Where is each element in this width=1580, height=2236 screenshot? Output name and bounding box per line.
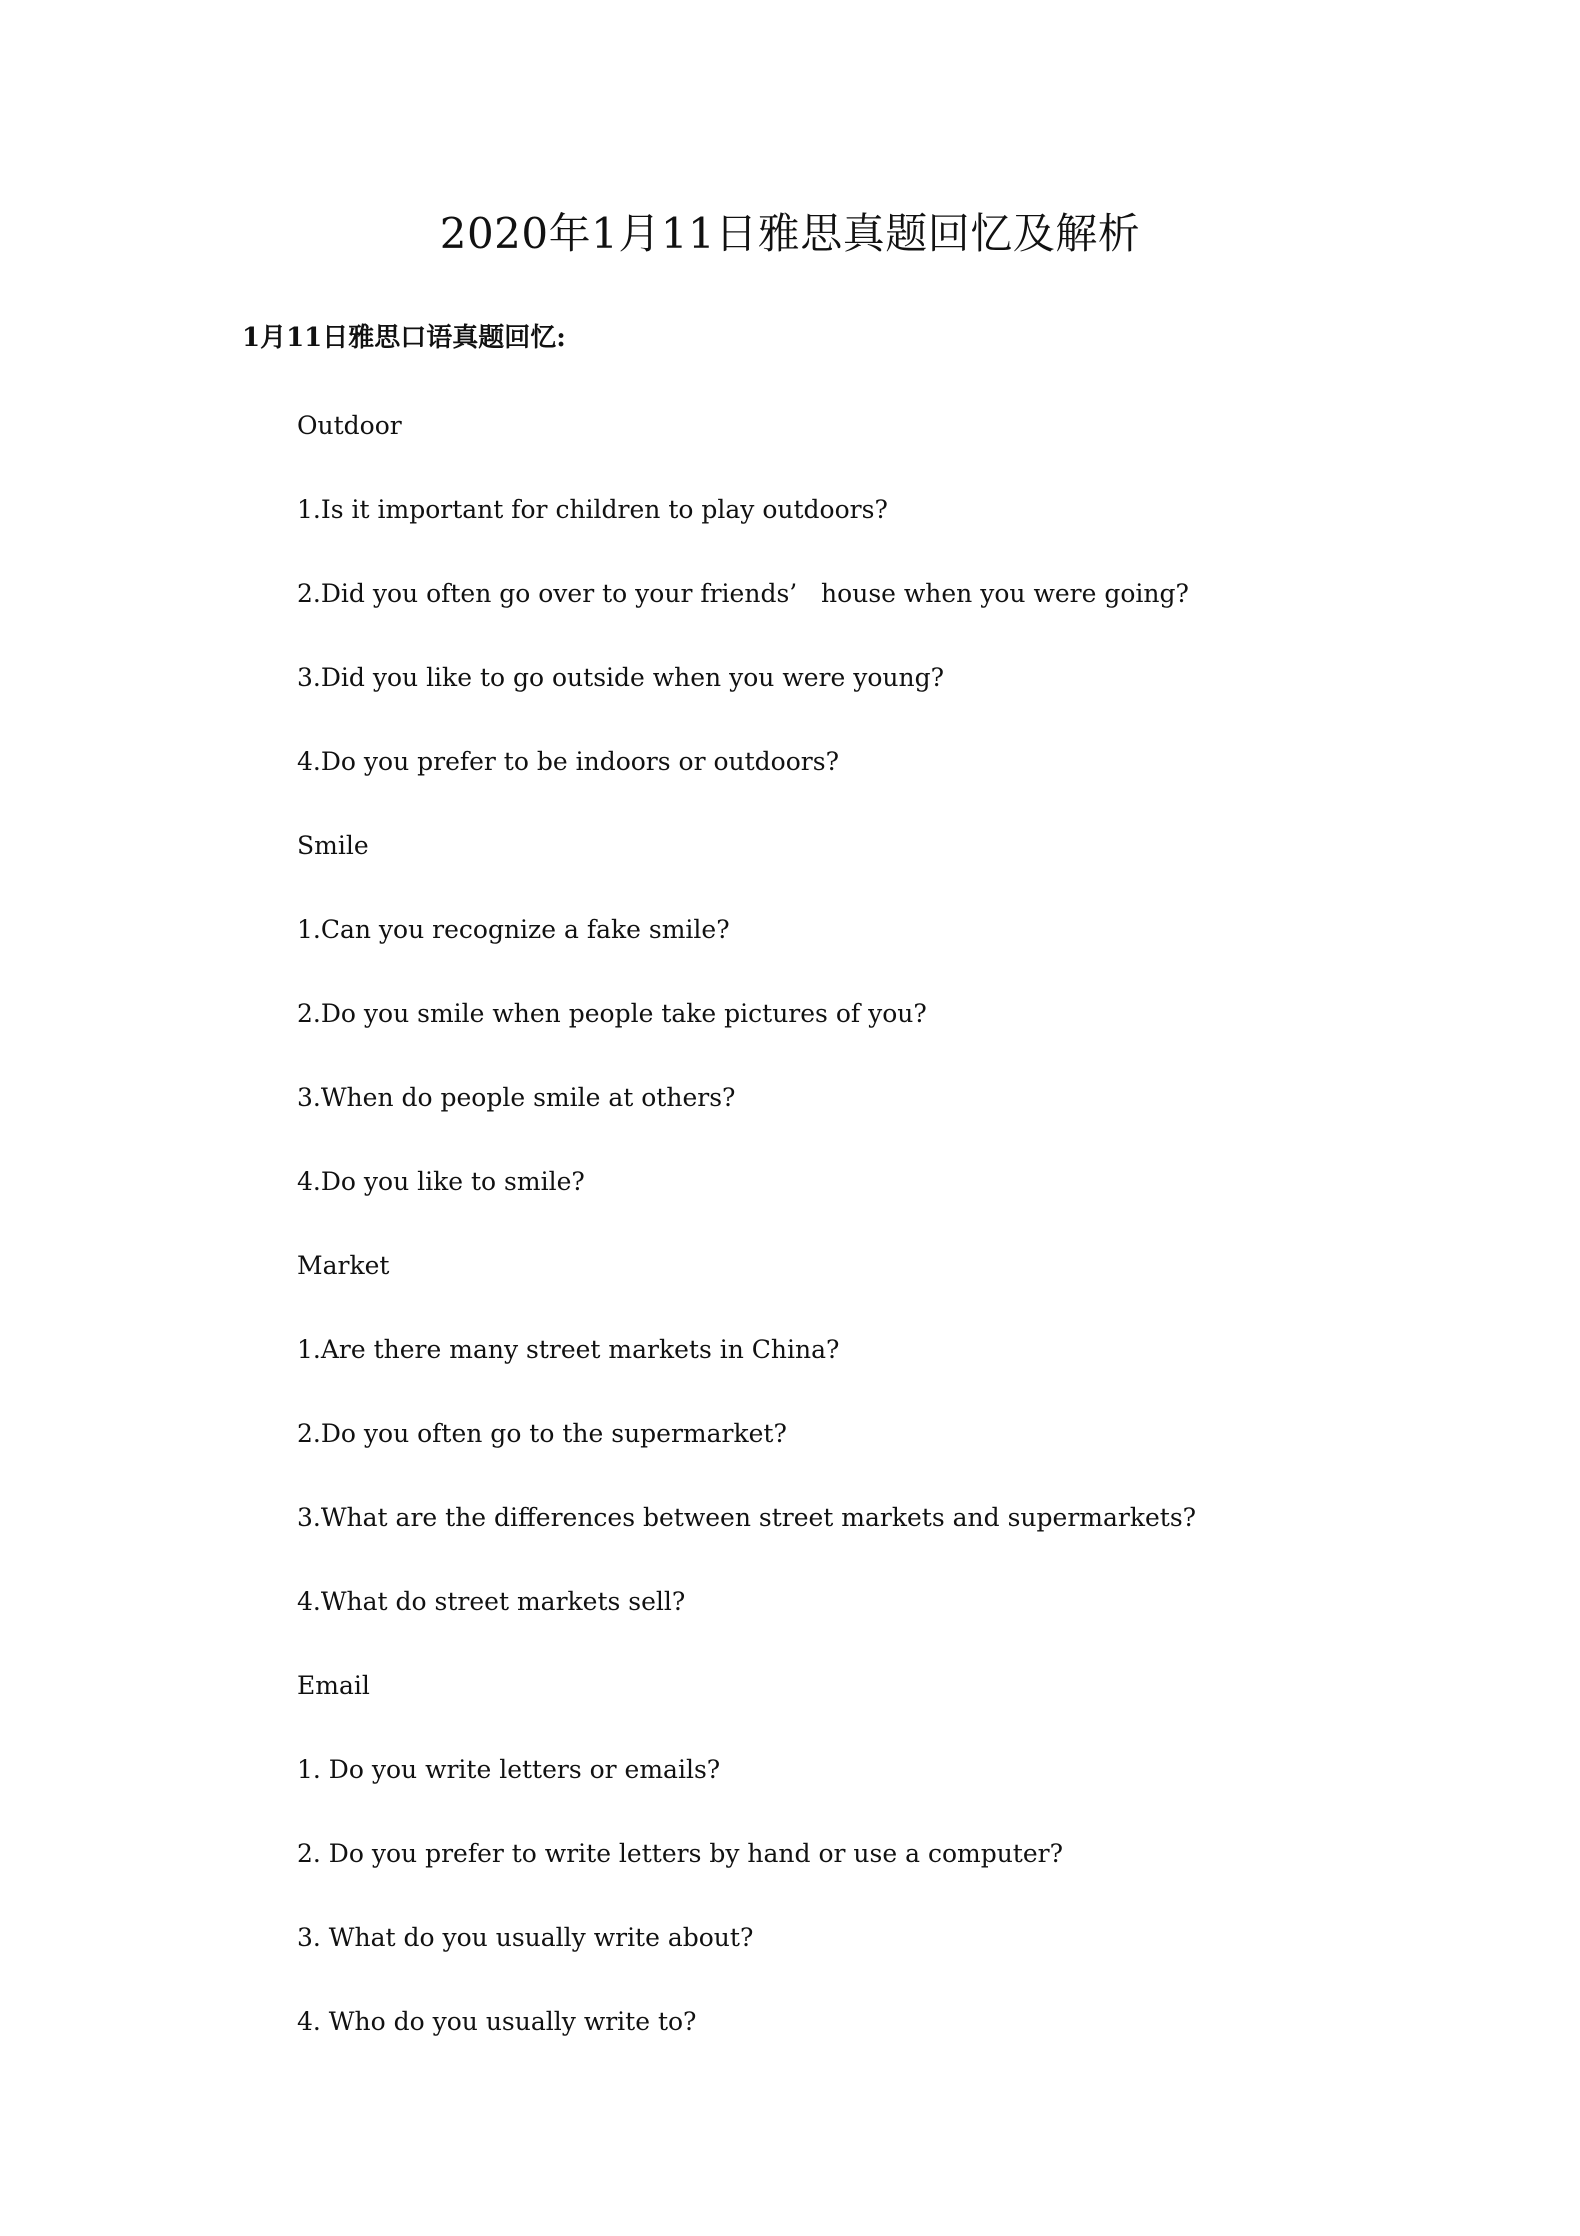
question-line: 1. Do you write letters or emails? (297, 1755, 721, 1784)
question-line: 3.Did you like to go outside when you were young? (297, 663, 944, 692)
question-line: 1.Can you recognize a fake smile? (297, 915, 730, 944)
question-line: 4. Who do you usually write to? (297, 2007, 697, 2036)
question-line: 3.What are the differences between street markets and supermarkets? (297, 1503, 1197, 1532)
question-line: 3. What do you usually write about? (297, 1923, 754, 1952)
question-line: 1.Are there many street markets in China? (297, 1335, 840, 1364)
question-line: 2.Do you often go to the supermarket? (297, 1419, 787, 1448)
question-line: 4.Do you like to smile? (297, 1167, 585, 1196)
section-heading: 1月11日雅思口语真题回忆: (242, 323, 566, 353)
question-line: 1.Is it important for children to play outdoors? (297, 495, 888, 524)
question-line: 2. Do you prefer to write letters by hand or use a computer? (297, 1839, 1064, 1868)
topic-heading-smile: Smile (297, 831, 369, 860)
question-line: 2.Did you often go over to your friends’ house when you were going? (297, 579, 1189, 608)
topic-heading-market: Market (297, 1251, 390, 1280)
question-list (297, 404, 1477, 2084)
topic-heading-email: Email (297, 1671, 370, 1700)
question-line: 2.Do you smile when people take pictures of you? (297, 999, 927, 1028)
question-line: 4.Do you prefer to be indoors or outdoors? (297, 747, 839, 776)
question-line: 3.When do people smile at others? (297, 1083, 736, 1112)
topic-heading-outdoor: Outdoor (297, 411, 402, 440)
document-title: 2020年1月11日雅思真题回忆及解析 (439, 209, 1141, 258)
question-line: 4.What do street markets sell? (297, 1587, 686, 1616)
